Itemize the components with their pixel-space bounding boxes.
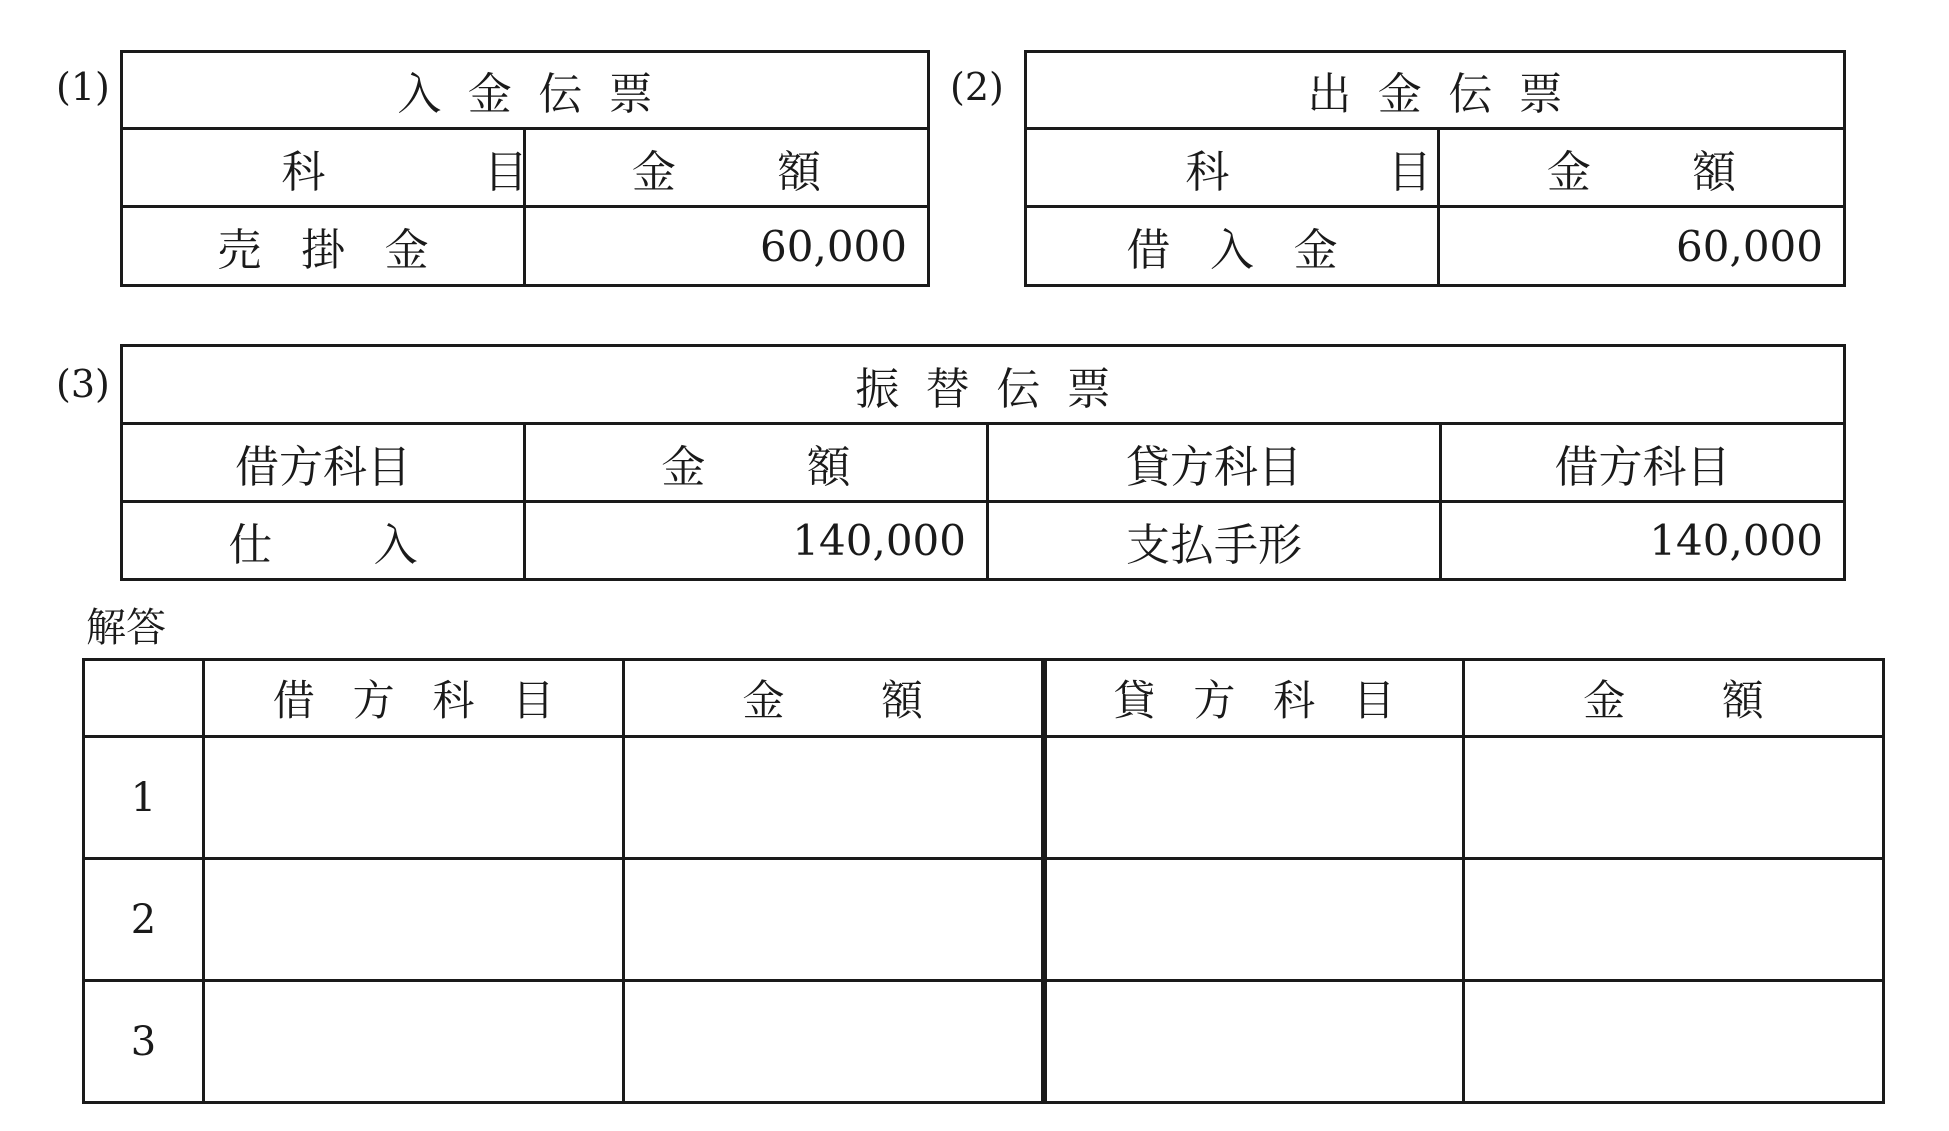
q1-receipt-slip — [120, 50, 930, 287]
answer-debit-amount-cell[interactable] — [624, 981, 1044, 1103]
answer-credit-account-cell[interactable] — [1044, 859, 1464, 981]
q1-amount-value: 60,000 — [525, 207, 929, 286]
answer-row — [84, 737, 1884, 859]
q2-account-value: 借入金 — [1026, 207, 1439, 286]
answer-table — [82, 658, 1885, 1104]
answer-header-credit-amount: 金額 — [1464, 660, 1884, 737]
q2-amount-value: 60,000 — [1439, 207, 1845, 286]
q1-header-account: 科目 — [122, 129, 525, 207]
answer-header-debit-amount: 金額 — [624, 660, 1044, 737]
q2-slip-title: 出金伝票 — [1026, 52, 1845, 129]
q2-number-label: (2) — [950, 65, 1004, 109]
answer-debit-account-cell[interactable] — [204, 981, 624, 1103]
answer-title: 解答 — [86, 605, 166, 651]
answer-header-debit-account: 借方科目 — [204, 660, 624, 737]
answer-debit-amount-cell[interactable] — [624, 737, 1044, 859]
q3-slip-title: 振替伝票 — [122, 346, 1845, 424]
q3-credit-amount-value: 140,000 — [1441, 502, 1845, 580]
q1-header-amount: 金額 — [525, 129, 929, 207]
q3-debit-account-value: 仕入 — [122, 502, 525, 580]
q1-account-value: 売掛金 — [122, 207, 525, 286]
answer-debit-account-cell[interactable] — [204, 737, 624, 859]
q2-header-amount: 金額 — [1439, 129, 1845, 207]
answer-header-blank — [84, 660, 204, 737]
answer-credit-amount-cell[interactable] — [1464, 737, 1884, 859]
q1-slip-title: 入金伝票 — [122, 52, 929, 129]
answer-row — [84, 981, 1884, 1103]
q2-payment-slip — [1024, 50, 1846, 287]
answer-debit-account-cell[interactable] — [204, 859, 624, 981]
q3-header-credit-account: 貸方科目 — [988, 424, 1441, 502]
answer-header-credit-account: 貸方科目 — [1044, 660, 1464, 737]
answer-credit-account-cell[interactable] — [1044, 981, 1464, 1103]
q3-number-label: (3) — [56, 362, 110, 406]
q3-header-debit-account: 借方科目 — [122, 424, 525, 502]
answer-row-number: 2 — [84, 859, 204, 981]
answer-row-number: 3 — [84, 981, 204, 1103]
answer-debit-amount-cell[interactable] — [624, 859, 1044, 981]
answer-credit-amount-cell[interactable] — [1464, 859, 1884, 981]
q3-credit-account-value: 支払手形 — [988, 502, 1441, 580]
answer-credit-amount-cell[interactable] — [1464, 981, 1884, 1103]
answer-row — [84, 859, 1884, 981]
q1-number-label: (1) — [56, 65, 110, 109]
q2-header-account: 科目 — [1026, 129, 1439, 207]
q3-debit-amount-value: 140,000 — [525, 502, 988, 580]
answer-row-number: 1 — [84, 737, 204, 859]
q3-transfer-slip — [120, 344, 1846, 581]
q3-header-credit-amount: 借方科目 — [1441, 424, 1845, 502]
answer-credit-account-cell[interactable] — [1044, 737, 1464, 859]
q3-header-debit-amount: 金額 — [525, 424, 988, 502]
